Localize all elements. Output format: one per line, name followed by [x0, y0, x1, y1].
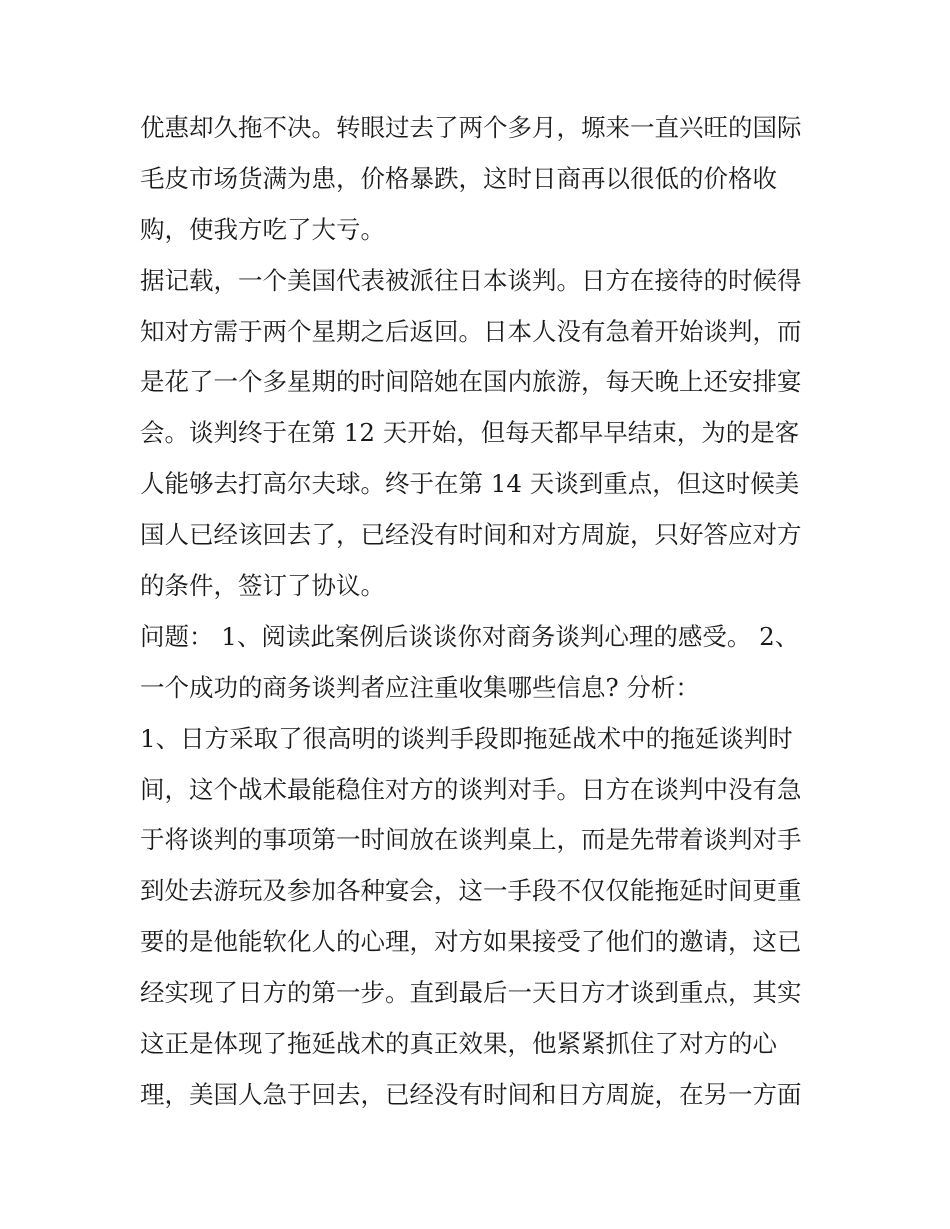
text-line-12: 一个成功的商务谈判者应注重收集哪些信息? 分析： — [140, 672, 700, 702]
text-line-16: 到处去游玩及参加各种宴会，这一手段不仅仅能拖延时间更重 — [140, 876, 802, 906]
text-line-5: 知对方需于两个星期之后返回。日本人没有急着开始谈判，而 — [140, 316, 802, 346]
text-line-20: 理，美国人急于回去，已经没有时间和日方周旋，在另一方面 — [140, 1079, 802, 1109]
text-line-14: 间，这个战术最能稳住对方的谈判对手。日方在谈判中没有急 — [140, 774, 802, 804]
text-line-3: 购，使我方吃了大亏。 — [140, 214, 385, 244]
text-line-1: 优惠却久拖不决。转眼过去了两个多月，塬来一直兴旺的国际 — [140, 113, 802, 142]
text-line-13: 1、日方采取了很高明的谈判手段即拖延战术中的拖延谈判时 — [140, 723, 793, 753]
text-line-4: 据记载，一个美国代表被派往日本谈判。日方在接待的时候得 — [140, 265, 802, 295]
text-line-10: 的条件，签订了协议。 — [140, 571, 385, 601]
text-line-11: 问题： 1、阅读此案例后谈谈你对商务谈判心理的感受。 2、 — [140, 621, 800, 651]
text-line-7: 会。谈判终于在第 12 天开始，但每天都早早结束，为的是客 — [140, 418, 800, 448]
text-line-8: 人能够去打高尔夫球。终于在第 14 天谈到重点，但这时候美 — [140, 469, 800, 499]
text-line-17: 要的是他能软化人的心理，对方如果接受了他们的邀请，这已 — [140, 927, 802, 957]
text-line-2: 毛皮市场货满为患，价格暴跌，这时日商再以很低的价格收 — [140, 163, 777, 193]
body-text — [140, 103, 820, 1121]
text-line-6: 是花了一个多星期的时间陪她在国内旅游，每天晚上还安排宴 — [140, 367, 802, 397]
text-line-9: 国人已经该回去了，已经没有时间和对方周旋，只好答应对方 — [140, 520, 802, 550]
text-line-18: 经实现了日方的第一步。直到最后一天日方才谈到重点，其实 — [140, 978, 802, 1008]
text-line-19: 这正是体现了拖延战术的真正效果，他紧紧抓住了对方的心 — [140, 1029, 777, 1059]
text-line-15: 于将谈判的事项第一时间放在谈判桌上，而是先带着谈判对手 — [140, 825, 802, 855]
